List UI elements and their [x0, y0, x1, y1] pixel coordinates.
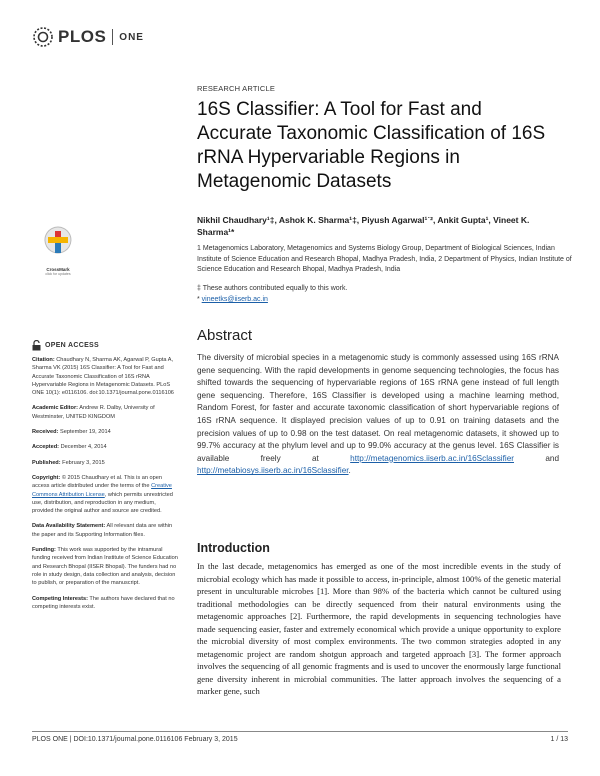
plos-one-logo[interactable]	[32, 26, 144, 48]
cc-license-link[interactable]: Creative Commons Attribution License	[32, 483, 172, 498]
competing-interests-block: Competing Interests: The authors have declared that no competing interests exist.	[32, 595, 175, 610]
abstract-end: .	[348, 466, 351, 476]
crossmark-badge[interactable]	[38, 225, 78, 276]
published-block: Published: February 3, 2015	[32, 459, 105, 466]
footer-citation: PLOS ONE | DOI:10.1371/journal.pone.0116106 February 3, 2015	[32, 736, 238, 743]
logo-sub-text: ONE	[119, 31, 144, 43]
author-notes	[197, 283, 557, 305]
abstract-link-metagenomics[interactable]: http://metagenomics.iiserb.ac.in/16Sclassifier	[350, 453, 514, 463]
email-icon: *	[197, 296, 202, 303]
editor-block: Academic Editor: Andrew R. Dalby, University of Westminster, UNITED KINGDOM	[32, 405, 155, 420]
received-block: Received: September 19, 2014	[32, 429, 111, 436]
open-lock-icon	[32, 340, 41, 351]
introduction-heading: Introduction	[197, 541, 270, 555]
article-info-sidebar	[32, 356, 178, 618]
abstract-text: The diversity of microbial species in a metagenomic study is commonly assessed using 16S rRNA gene sequencing. With the rapid developments in genome sequencing technologies, the focus has shifted towards the sequencing of hypervariable regions of 16S rRNA gene instead of full length gene sequencing. Therefore, 16S Classifier is developed using a machine learning method, Random Forest, for faster and accurate taxonomic classification of short hypervariable regions of 16S rRNA sequence. It displayed precision values of up to 0.91 on training datasets and the precision values of up to 0.98 on the test dataset. On real metagenomic datasets, it showed up to 99.7% accuracy at the phylum level and up to 99.0% accuracy at the genus level. 16S Classifier is available freely at	[197, 353, 559, 463]
plos-logo-icon	[32, 26, 54, 48]
abstract-body	[197, 352, 559, 478]
footer-divider	[32, 731, 568, 732]
data-availability-block: Data Availability Statement: All relevant data are within the paper and its Supporting Information files.	[32, 523, 173, 538]
logo-brand-text: PLOS	[58, 27, 107, 46]
abstract-link-metabiosys[interactable]: http://metabiosys.iiserb.ac.in/16Sclassifier	[197, 466, 349, 476]
equal-contribution-note: ‡ These authors contributed equally to this work.	[197, 285, 348, 292]
crossmark-icon	[43, 225, 73, 261]
open-access-badge	[32, 340, 99, 351]
section-label: RESEARCH ARTICLE	[197, 84, 276, 93]
author-list: Nikhil Chaudhary¹‡, Ashok K. Sharma¹‡, Piyush Agarwal¹˙², Ankit Gupta¹, Vineet K. Sharma¹*	[197, 215, 530, 237]
accepted-block: Accepted: December 4, 2014	[32, 444, 107, 451]
introduction-text: In the last decade, metagenomics has emerged as one of the most incredible events in the study of microbial ecology which has made it possible to access, in-principle, almost 100% of the genetic material present in unculturable microbes [1]. More than 98% of the bacteria which cannot be cultured using traditional methodologies can be directly sequenced from their natural environments using the metagenomic approaches [2]. Furthermore, the rapid developments in sequencing technologies have made sequencing easier, faster and extremely economical which provide a unique opportunity to explore the microbial diversity of most complex environments. The two common strategies adopted in any metagenomic project are random shotgun approach and targeted approach [3]. The former approach involves the sequencing of all genomic fragments and is used to uncover the enormously large functional gene diversity inherent in microbial communities. The latter approach involves the sequencing of a marker gene, such	[197, 561, 561, 696]
article-title: 16S Classifier: A Tool for Fast and Accurate Taxonomic Classification of 16S rRNA Hypervariable Regions in Metagenomic Datasets	[197, 99, 546, 192]
copyright-block: Copyright: © 2015 Chaudhary et al. This is an open access article distributed under the terms of the Creative Commons Attribution License, which permits unrestricted use, distribution, and reproduction in any medium, provided the original author and source are credited.	[32, 474, 173, 515]
affiliations: 1 Metagenomics Laboratory, Metagenomics and Systems Biology Group, Department of Biological Sciences, Indian Institute of Science Education and Research Bhopal, Madhya Pradesh, India, 2 Department of Physics, Indian Institute of Science Education and Research Bhopal, Madhya Pradesh, India	[197, 245, 572, 273]
corresponding-email-link[interactable]: vineetks@iiserb.ac.in	[201, 296, 268, 303]
crossmark-sublabel: click for updates	[45, 272, 71, 276]
citation-block: Citation: Chaudhary N, Sharma AK, Agarwal P, Gupta A, Sharma VK (2015) 16S Classifier: A Tool for Fast and Accurate Taxonomic Classification of 16S rRNA Hypervariable Regions in Metagenomic Datasets. PLoS ONE 10(1): e0116106. doi:10.1371/journal.pone.0116106	[32, 357, 174, 397]
abstract-and: and	[514, 453, 559, 463]
corresponding-email-row	[197, 294, 557, 305]
abstract-heading: Abstract	[197, 327, 253, 344]
crossmark-label: CrossMark	[46, 267, 70, 272]
logo-divider	[112, 29, 113, 45]
open-access-label: OPEN ACCESS	[45, 342, 99, 349]
page-number: 1 / 13	[550, 736, 568, 743]
funding-block: Funding: This work was supported by the intramural funding received from Indian Institute of Science Education and Research Bhopal (IISER Bhopal). The funders had no role in study design, data collection and analysis, decision to publish, or preparation of the manuscript.	[32, 547, 178, 587]
